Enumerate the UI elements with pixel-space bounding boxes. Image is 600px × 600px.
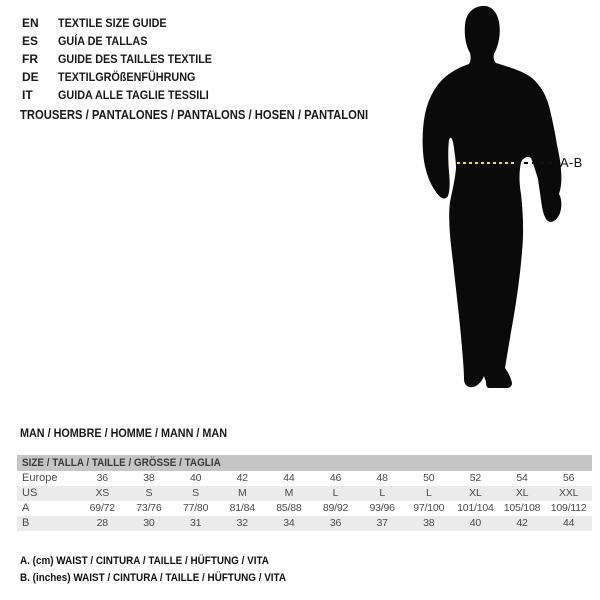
table-cell: M xyxy=(237,487,247,499)
table-cell: 85/88 xyxy=(276,502,302,514)
row-label: Europe xyxy=(22,472,58,484)
measurement-notes xyxy=(20,553,316,587)
table-cell: 44 xyxy=(283,472,295,484)
table-row-a-cm xyxy=(17,501,592,516)
note-b: B. (inches) WAIST / CINTURA / TAILLE / HÜFTUNG / VITA xyxy=(20,572,287,584)
table-cell: 42 xyxy=(236,472,248,484)
language-row xyxy=(22,68,229,86)
waist-measure-line-on-body xyxy=(457,162,516,164)
table-cell: 37 xyxy=(376,517,388,529)
table-cell: 32 xyxy=(236,517,248,529)
table-cell: 77/80 xyxy=(182,502,209,514)
table-cell: 56 xyxy=(563,472,575,484)
table-row-us xyxy=(17,486,592,501)
language-row xyxy=(22,32,229,50)
row-label: US xyxy=(22,487,38,499)
table-cell: L xyxy=(425,487,432,499)
table-cell: 50 xyxy=(423,472,435,484)
table-cell: 46 xyxy=(329,472,342,484)
table-cell: XL xyxy=(469,487,482,499)
man-silhouette-figure xyxy=(390,0,600,400)
table-cell: 52 xyxy=(469,472,482,484)
table-cell: 31 xyxy=(189,517,202,529)
language-label: GUIDE DES TAILLES TEXTILE xyxy=(58,52,213,66)
table-cell: 81/84 xyxy=(229,502,255,514)
language-code: ES xyxy=(22,34,39,48)
note-a: A. (cm) WAIST / CINTURA / TAILLE / HÜFTUNG / VITA xyxy=(20,555,269,567)
table-cell: 109/112 xyxy=(550,502,587,514)
gender-heading: MAN / HOMBRE / HOMME / MANN / MAN xyxy=(20,426,227,440)
table-cell: 69/72 xyxy=(89,502,115,514)
row-label: A xyxy=(22,502,30,514)
table-cell: 34 xyxy=(283,517,295,529)
table-cell: 89/92 xyxy=(322,502,349,514)
language-row xyxy=(22,86,229,104)
table-cell: 44 xyxy=(563,517,575,529)
row-label: B xyxy=(22,517,30,529)
language-label: GUÍA DE TALLAS xyxy=(58,34,148,48)
table-cell: XS xyxy=(95,487,110,499)
table-cell: 38 xyxy=(143,472,155,484)
table-cell: S xyxy=(145,487,153,499)
table-cell: M xyxy=(284,487,294,499)
table-row-europe xyxy=(17,471,592,486)
table-cell: 36 xyxy=(329,517,342,529)
language-label: TEXTILGRÖßENFÜHRUNG xyxy=(58,70,196,84)
table-cell: 36 xyxy=(96,472,108,484)
language-code: FR xyxy=(22,52,38,66)
table-cell: 28 xyxy=(96,517,108,529)
man-silhouette xyxy=(390,0,600,400)
table-cell: 40 xyxy=(189,472,202,484)
table-cell: L xyxy=(379,487,385,499)
table-cell: 105/108 xyxy=(503,502,541,514)
language-code: IT xyxy=(22,88,33,102)
language-row xyxy=(22,50,229,68)
table-cell: 73/76 xyxy=(136,502,162,514)
language-code: DE xyxy=(22,70,39,84)
table-cell: 30 xyxy=(143,517,155,529)
table-cell: 48 xyxy=(376,472,388,484)
language-label: GUIDA ALLE TAGLIE TESSILI xyxy=(58,88,209,102)
language-guide xyxy=(22,14,229,104)
table-row-b-inches xyxy=(17,516,592,531)
language-code: EN xyxy=(22,16,39,30)
table-cell: 42 xyxy=(516,517,528,529)
table-cell: 38 xyxy=(423,517,435,529)
table-cell: 54 xyxy=(516,472,528,484)
language-label: TEXTILE SIZE GUIDE xyxy=(58,16,167,30)
table-cell: L xyxy=(332,487,339,499)
size-table xyxy=(17,455,592,531)
garment-heading: TROUSERS / PANTALONES / PANTALONS / HOSEN / PANTALONI xyxy=(20,108,369,122)
table-cell: 97/100 xyxy=(413,502,445,514)
table-cell: XL xyxy=(515,487,529,499)
size-table-header: SIZE / TALLA / TAILLE / GRÖSSE / TAGLIA xyxy=(17,455,592,471)
table-cell: 93/96 xyxy=(369,502,395,514)
table-cell: 101/104 xyxy=(457,502,494,514)
table-cell: S xyxy=(192,487,199,499)
table-cell: XXL xyxy=(559,487,579,499)
table-cell: 40 xyxy=(469,517,482,529)
waist-measure-line-leader xyxy=(516,162,558,164)
measure-label-ab: A-B xyxy=(560,155,583,170)
language-row xyxy=(22,14,229,32)
